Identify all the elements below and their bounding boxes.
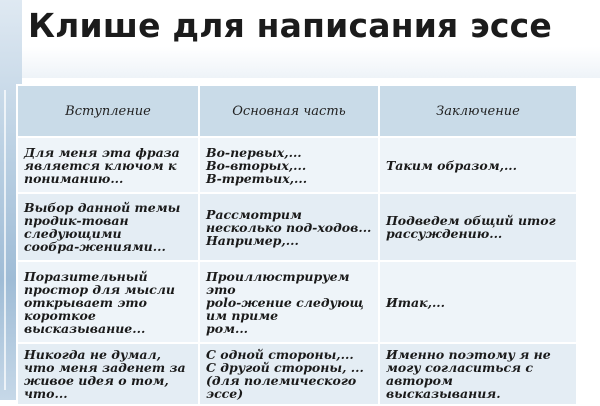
table-row <box>17 193 577 261</box>
cell-introduction <box>17 343 199 405</box>
table-header-row <box>17 85 577 137</box>
cell-text: Выбор данной темы продик-тован следующими сообра-жениями... <box>24 200 181 254</box>
cell-conclusion <box>379 343 577 405</box>
cliche-table-wrap <box>16 84 576 400</box>
cell-main-part <box>199 137 379 193</box>
cell-text: С одной стороны,... С другой стороны, ... (для полемического эссе) <box>206 347 364 401</box>
cliche-table <box>16 84 578 406</box>
cell-main-part <box>199 343 379 405</box>
cell-introduction <box>17 261 199 343</box>
cell-conclusion <box>379 193 577 261</box>
cell-text: Поразительный простор для мысли открывает это короткое высказывание... <box>24 268 176 336</box>
cell-conclusion <box>379 261 577 343</box>
header-introduction: Вступление <box>17 85 199 137</box>
cell-text: Именно поэтому я не могу согласиться с автором высказывания. <box>386 347 551 401</box>
cell-text: Проиллюстрируем это polo-жение следующ им приме ром... <box>206 268 364 336</box>
header-main-part: Основная часть <box>199 85 379 137</box>
cell-conclusion <box>379 137 577 193</box>
cell-main-part <box>199 261 379 343</box>
header-conclusion: Заключение <box>379 85 577 137</box>
cell-text: Рассмотрим несколько под-ходов... Например,... <box>206 206 372 248</box>
cell-introduction <box>17 193 199 261</box>
cell-main-part <box>199 193 379 261</box>
page-title: Клише для написания эссе <box>28 6 552 45</box>
cell-text: Подведем общий итог рассуждению... <box>386 213 556 241</box>
cell-text: Итак,... <box>386 294 446 310</box>
table-row <box>17 343 577 405</box>
cell-text: Для меня эта фраза является ключом к пониманию... <box>24 144 180 186</box>
table-row <box>17 137 577 193</box>
cell-text: Во-первых,... Во-вторых,... В-третьих,... <box>206 144 308 186</box>
cell-text: Таким образом,... <box>386 157 517 173</box>
cell-introduction <box>17 137 199 193</box>
cell-text: Никогда не думал, что меня заденет за живое идея о том, что... <box>24 347 186 401</box>
table-row <box>17 261 577 343</box>
